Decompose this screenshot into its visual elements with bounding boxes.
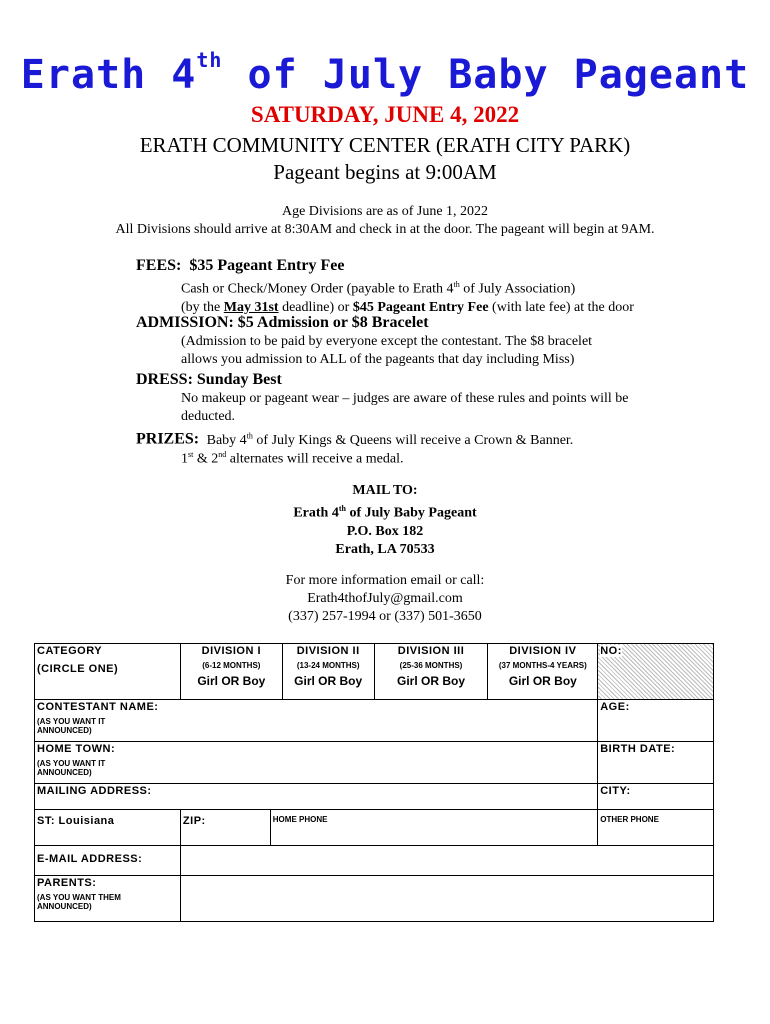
zip-label: ZIP: — [182, 815, 206, 827]
contact-email: Erath4thofJuly@gmail.com — [307, 591, 463, 606]
city-label: CITY: — [600, 785, 631, 797]
mail-to-heading: MAIL TO: — [352, 483, 418, 498]
division-3-ages: (25-36 MONTHS) — [399, 661, 463, 670]
home-phone-field[interactable] — [270, 810, 597, 846]
fees-line-1: Cash or Check/Money Order (payable to Erath 4th of July Association) — [181, 280, 576, 297]
circle-one-label: (CIRCLE ONE) — [37, 663, 119, 675]
division-2-name: DIVISION II — [296, 645, 360, 657]
division-1-name: DIVISION I — [201, 645, 262, 657]
birth-date-label: BIRTH DATE: — [600, 743, 676, 755]
category-cell — [35, 644, 181, 700]
dress-line-2: deducted. — [181, 409, 236, 424]
admission-details — [181, 333, 721, 369]
state-label: ST: Louisiana — [37, 815, 115, 827]
admission-line-1: (Admission to be paid by everyone except the contestant. The $8 bracelet — [181, 334, 593, 349]
parents-field[interactable] — [180, 876, 713, 922]
division-1-ages: (6-12 MONTHS) — [202, 661, 261, 670]
mail-to-block — [0, 482, 770, 559]
event-venue: ERATH COMMUNITY CENTER (ERATH CITY PARK) — [139, 133, 631, 157]
division-1-choice[interactable]: Girl OR Boy — [197, 674, 266, 688]
email-label: E-MAIL ADDRESS: — [37, 853, 143, 865]
fees-heading: FEES: $35 Pageant Entry Fee — [136, 257, 345, 274]
contestant-name-note: (AS YOU WANT IT ANNOUNCED) — [37, 717, 106, 735]
contact-info-line: For more information email or call: — [285, 573, 485, 588]
zip-field[interactable] — [180, 810, 270, 846]
division-4-ages: (37 MONTHS-4 YEARS) — [498, 661, 587, 670]
mailing-address-field[interactable] — [35, 784, 598, 810]
pageant-title: Erath 4th of July Baby Pageant — [20, 48, 750, 98]
contestant-name-label: CONTESTANT NAME: — [37, 701, 159, 713]
entry-form — [34, 643, 714, 922]
dress-line-1: No makeup or pageant wear – judges are aware of these rules and points will be — [181, 391, 629, 406]
fees-details — [181, 276, 721, 317]
birth-date-field[interactable] — [598, 742, 714, 784]
admission-line-2: allows you admission to ALL of the pageants that day including Miss) — [181, 352, 575, 367]
number-label: NO: — [600, 645, 622, 657]
division-3-name: DIVISION III — [397, 645, 465, 657]
number-cell — [598, 644, 714, 700]
division-1-cell[interactable] — [180, 644, 282, 700]
mailing-address-label: MAILING ADDRESS: — [37, 785, 152, 797]
division-4-name: DIVISION IV — [509, 645, 577, 657]
prizes-line-2: 1st & 2nd alternates will receive a medal. — [181, 450, 404, 467]
prizes-label: PRIZES: — [136, 430, 200, 448]
prizes-line-1: Baby 4th of July Kings & Queens will receive a Crown & Banner. — [206, 431, 574, 448]
contact-info — [0, 572, 770, 626]
dress-heading: DRESS: Sunday Best — [136, 371, 282, 388]
contact-phones: (337) 257-1994 or (337) 501-3650 — [288, 609, 482, 624]
division-2-choice[interactable]: Girl OR Boy — [294, 674, 363, 688]
fees-line-2: (by the May 31st deadline) or $45 Pageant Entry Fee (with late fee) at the door — [181, 299, 634, 315]
city-field[interactable] — [598, 784, 714, 810]
age-label: AGE: — [600, 701, 630, 713]
other-phone-field[interactable] — [598, 810, 714, 846]
mail-to-box: P.O. Box 182 — [346, 523, 424, 539]
category-label: CATEGORY — [37, 645, 103, 657]
division-2-cell[interactable] — [282, 644, 374, 700]
home-town-field[interactable] — [35, 742, 598, 784]
age-field[interactable] — [598, 700, 714, 742]
division-3-cell[interactable] — [374, 644, 488, 700]
mail-to-city: Erath, LA 70533 — [335, 541, 435, 557]
dress-details — [181, 390, 721, 426]
parents-label: PARENTS: — [37, 877, 97, 889]
division-2-ages: (13-24 MONTHS) — [296, 661, 360, 670]
arrival-note: All Divisions should arrive at 8:30AM and check in at the door. The pageant will begin at 9AM. — [115, 222, 655, 237]
admission-heading: ADMISSION: $5 Admission or $8 Bracelet — [136, 314, 429, 331]
mail-to-name: Erath 4th of July Baby Pageant — [293, 504, 477, 521]
start-time: Pageant begins at 9:00AM — [273, 160, 497, 184]
other-phone-label: OTHER PHONE — [600, 815, 659, 824]
parents-label-cell — [35, 876, 181, 922]
division-4-cell[interactable] — [488, 644, 598, 700]
parents-note: (AS YOU WANT THEM ANNOUNCED) — [37, 893, 121, 911]
division-4-choice[interactable]: Girl OR Boy — [508, 674, 577, 688]
state-field[interactable] — [35, 810, 181, 846]
age-division-note: Age Divisions are as of June 1, 2022 — [281, 204, 489, 219]
email-field[interactable] — [180, 846, 713, 876]
home-phone-label: HOME PHONE — [272, 815, 328, 824]
email-label-cell — [35, 846, 181, 876]
event-date: SATURDAY, JUNE 4, 2022 — [250, 102, 520, 127]
contestant-name-field[interactable] — [35, 700, 598, 742]
home-town-label: HOME TOWN: — [37, 743, 116, 755]
home-town-note: (AS YOU WANT IT ANNOUNCED) — [37, 759, 106, 777]
division-3-choice[interactable]: Girl OR Boy — [397, 674, 466, 688]
